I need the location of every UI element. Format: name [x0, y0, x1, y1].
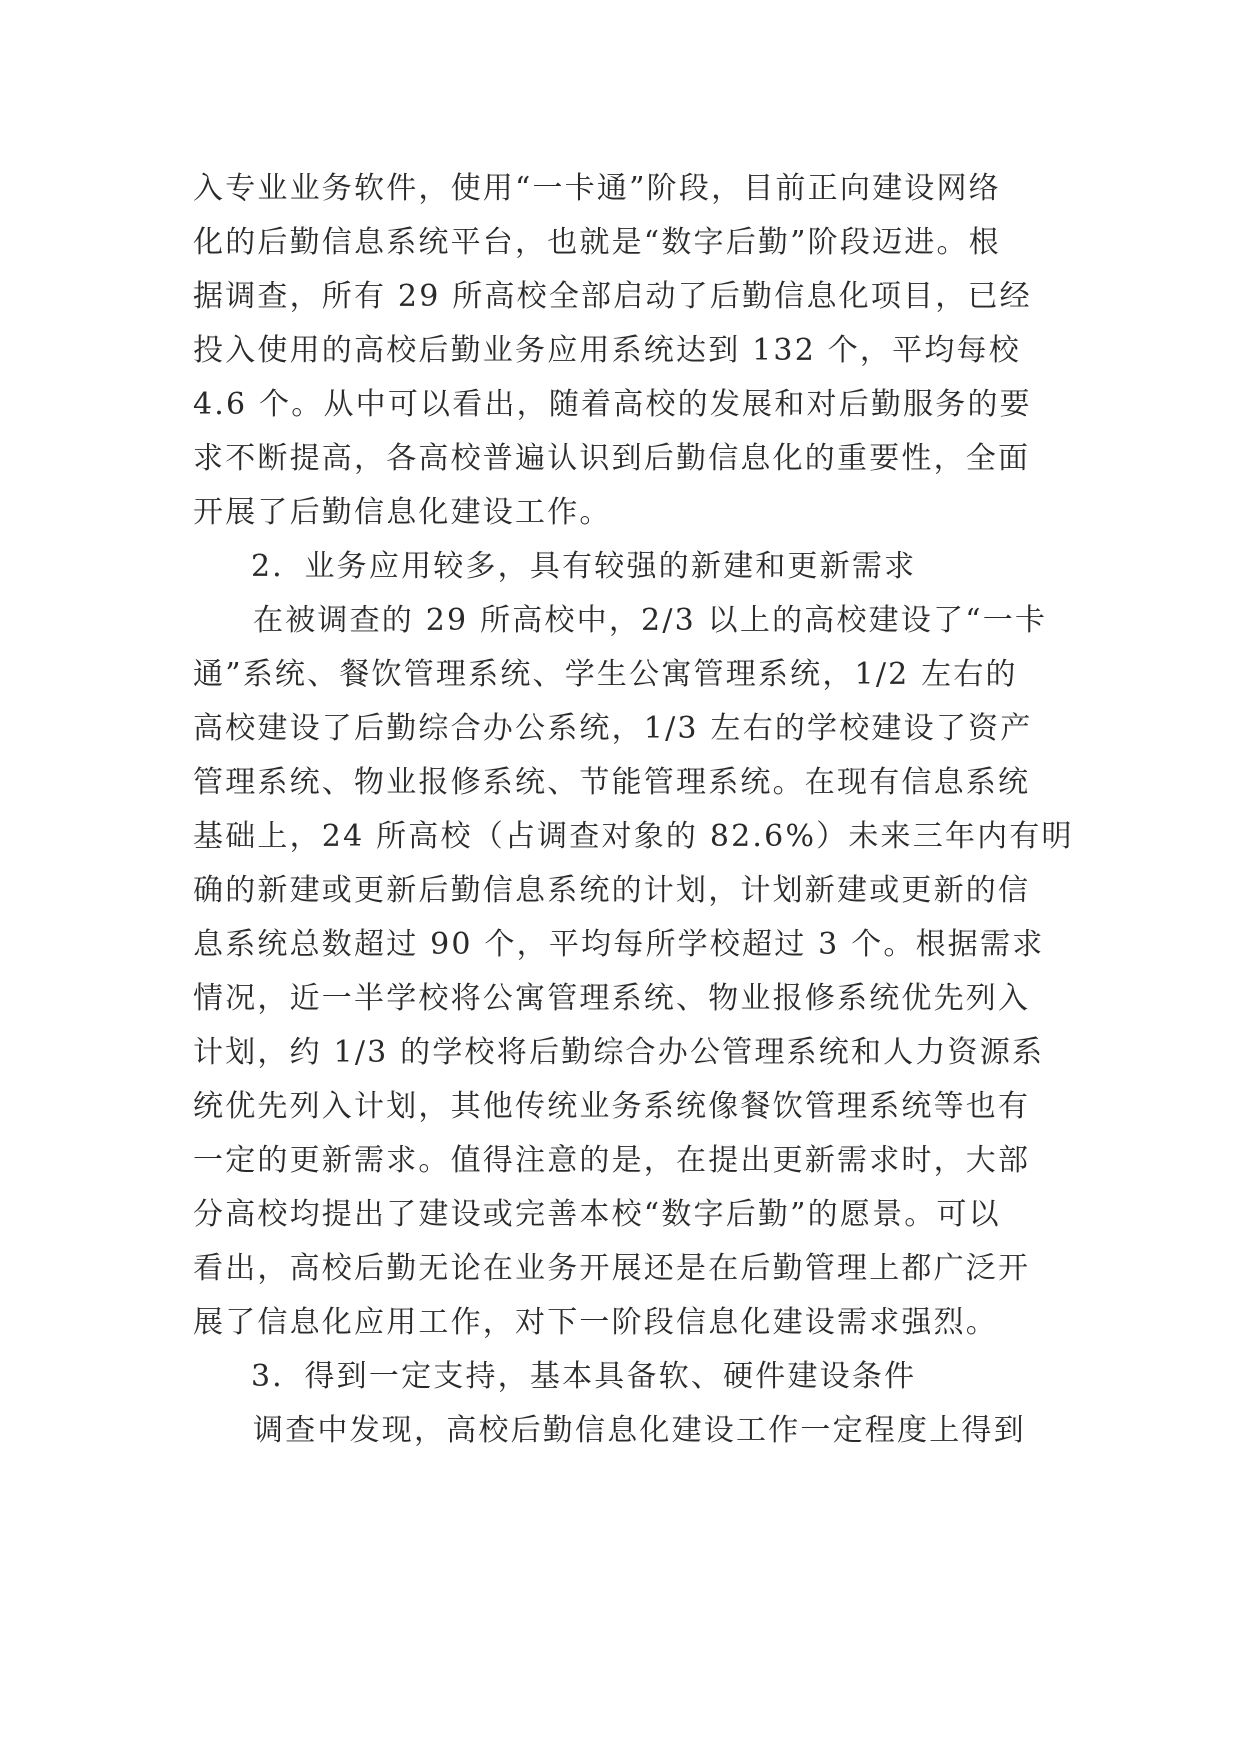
text-line: 入专业业务软件，使用“一卡通”阶段，目前正向建设网络: [193, 171, 1001, 206]
text-line: 4.6 个。从中可以看出，随着高校的发展和对后勤服务的要: [193, 387, 1032, 422]
text-line: 据调查，所有 29 所高校全部启动了后勤信息化项目，已经: [193, 279, 1032, 314]
text-line: 息系统总数超过 90 个，平均每所学校超过 3 个。根据需求: [193, 927, 1045, 962]
text-line: 看出，高校后勤无论在业务开展还是在后勤管理上都广泛开: [193, 1251, 1031, 1286]
paragraph-start-line: 调查中发现，高校后勤信息化建设工作一定程度上得到: [253, 1413, 1026, 1448]
text-line: 管理系统、物业报修系统、节能管理系统。在现有信息系统: [193, 765, 1031, 800]
document-body: [193, 162, 1074, 1458]
text-line: 高校建设了后勤综合办公系统，1/3 左右的学校建设了资产: [193, 711, 1033, 746]
text-line: 确的新建或更新后勤信息系统的计划，计划新建或更新的信: [193, 873, 1031, 908]
text-line: 统优先列入计划，其他传统业务系统像餐饮管理系统等也有: [193, 1089, 1031, 1124]
text-line: 展了信息化应用工作，对下一阶段信息化建设需求强烈。: [193, 1305, 998, 1340]
paragraph-start-line: 在被调查的 29 所高校中，2/3 以上的高校建设了“一卡: [253, 603, 1048, 638]
text-line: 化的后勤信息系统平台，也就是“数字后勤”阶段迈进。根: [193, 225, 1001, 260]
text-line: 计划，约 1/3 的学校将后勤综合办公管理系统和人力资源系: [193, 1035, 1045, 1070]
text-line: 投入使用的高校后勤业务应用系统达到 132 个，平均每校: [193, 333, 1021, 368]
section-heading-2: 2．业务应用较多，具有较强的新建和更新需求: [251, 549, 917, 584]
text-line: 情况，近一半学校将公寓管理系统、物业报修系统优先列入: [193, 981, 1031, 1016]
section-heading-3: 3．得到一定支持，基本具备软、硬件建设条件: [251, 1359, 917, 1394]
text-line: 基础上，24 所高校（占调查对象的 82.6%）未来三年内有明: [193, 819, 1074, 854]
text-line: 分高校均提出了建设或完善本校“数字后勤”的愿景。可以: [193, 1197, 1001, 1232]
text-line: 开展了后勤信息化建设工作。: [193, 495, 612, 530]
text-line: 一定的更新需求。值得注意的是，在提出更新需求时，大部: [193, 1143, 1031, 1178]
text-line: 通”系统、餐饮管理系统、学生公寓管理系统，1/2 左右的: [193, 657, 1018, 692]
text-line: 求不断提高，各高校普遍认识到后勤信息化的重要性，全面: [193, 441, 1031, 476]
